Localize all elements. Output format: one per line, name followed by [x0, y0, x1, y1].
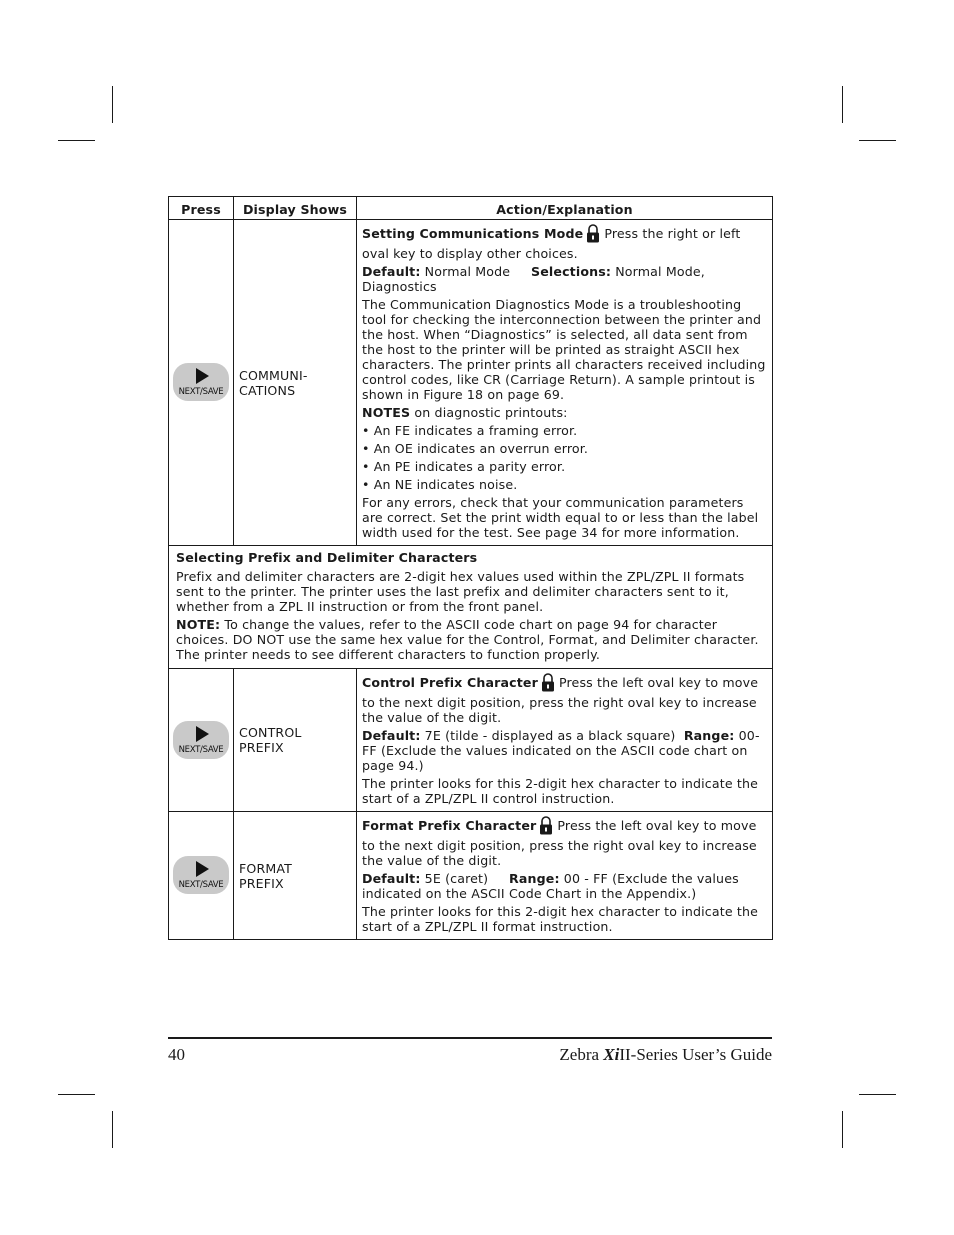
guide-title [559, 1045, 772, 1065]
crop-mark [842, 1111, 843, 1148]
closing-paragraph: The printer looks for this 2-digit hex character to indicate the start of a ZPL/ZPL II format instruction. [362, 904, 758, 934]
setting-title: Setting Communications Mode [362, 226, 584, 241]
guide-title-italic: Xi [603, 1045, 620, 1064]
default-label: Default: [362, 728, 421, 743]
closing-paragraph: The printer looks for this 2-digit hex character to indicate the start of a ZPL/ZPL II control instruction. [362, 776, 758, 806]
setting-intro: Press the left oval key to move to the next digit position, press the right oval key to increase the value of the digit. [362, 675, 759, 725]
crop-mark [859, 140, 896, 141]
table-row-section [169, 546, 773, 669]
guide-title-prefix: Zebra [559, 1045, 604, 1064]
setting-intro: Press the left oval key to move to the next digit position, press the right oval key to increase the value of the digit. [362, 818, 757, 868]
section-paragraph: Prefix and delimiter characters are 2-digit hex values used within the ZPL/ZPL II formats sent to the printer. The printer uses the last prefix and delimiter characters sent to it, whether from a ZPL II instruction or from the front panel. [176, 569, 745, 614]
header-press: Press [169, 197, 234, 220]
crop-mark [58, 140, 95, 141]
display-cell [234, 220, 357, 546]
padlock-icon [586, 224, 600, 246]
crop-mark [859, 1094, 896, 1095]
display-cell [234, 812, 357, 940]
selections-label: Selections: [531, 264, 612, 279]
action-cell [357, 220, 773, 546]
front-panel-table [168, 196, 773, 940]
next-save-key-icon [173, 363, 229, 401]
default-value: 7E (tilde - displayed as a black square) [424, 728, 676, 743]
crop-mark [112, 86, 113, 123]
key-label: NEXT/SAVE [178, 387, 224, 397]
next-save-key-icon [173, 856, 229, 894]
key-label: NEXT/SAVE [178, 744, 224, 755]
press-cell [169, 812, 234, 940]
closing-paragraph: For any errors, check that your communication parameters are correct. Set the print width equal to or less than the label width used for the test. See page 34 for more information. [362, 495, 759, 540]
default-value: Normal Mode [424, 264, 511, 279]
header-display-shows: Display Shows [234, 197, 357, 220]
section-title: Selecting Prefix and Delimiter Characters [176, 550, 478, 565]
bullet-item: • An OE indicates an overrun error. [362, 441, 589, 456]
table-row-communications [169, 220, 773, 546]
padlock-icon [539, 816, 553, 838]
default-label: Default: [362, 264, 421, 279]
bullet-item: • An PE indicates a parity error. [362, 459, 566, 474]
default-value: 5E (caret) [424, 871, 489, 886]
setting-title: Format Prefix Character [362, 818, 537, 833]
notes-text: on diagnostic printouts: [414, 405, 568, 420]
setting-intro: Press the right or left oval key to display other choices. [362, 226, 741, 261]
selections-value: Normal Mode, Diagnostics [362, 264, 705, 294]
table-row-control-prefix [169, 669, 773, 812]
padlock-icon [541, 673, 555, 695]
crop-mark [842, 86, 843, 123]
description-paragraph: The Communication Diagnostics Mode is a troubleshooting tool for checking the interconnection between the printer and the host. When “Diagnostics” is selected, all data sent from the host to the printer will be printed as straight ASCII hex characters. The printer prints all characters received including control codes, like CR (Carriage Return). A sample printout is shown in Figure 18 on page 69. [362, 297, 766, 402]
action-cell [357, 669, 773, 812]
setting-title: Control Prefix Character [362, 675, 538, 690]
note-label: NOTE: [176, 617, 221, 632]
table-row-format-prefix [169, 812, 773, 940]
display-text-line1: CONTROL [239, 725, 302, 740]
section-cell [169, 546, 773, 669]
next-save-key-icon [173, 721, 229, 759]
range-value: 00-FF (Exclude the values indicated on the ASCII code chart on page 94.) [362, 728, 760, 773]
key-label: NEXT/SAVE [178, 880, 224, 890]
display-text-line2: PREFIX [239, 740, 284, 755]
range-label: Range: [683, 728, 735, 743]
crop-mark [112, 1111, 113, 1148]
press-cell [169, 220, 234, 546]
guide-title-suffix: II-Series User’s Guide [619, 1045, 772, 1064]
display-cell [234, 669, 357, 812]
bullet-item: • An NE indicates noise. [362, 477, 518, 492]
range-label: Range: [508, 871, 560, 886]
press-cell [169, 669, 234, 812]
header-action-explanation: Action/Explanation [357, 197, 773, 220]
notes-label: NOTES [362, 405, 411, 420]
display-text-line1: COMMUNI- [239, 367, 308, 383]
range-value: 00 - FF (Exclude the values indicated on the ASCII Code Chart in the Appendix.) [362, 871, 739, 901]
display-text-line1: FORMAT [239, 860, 293, 876]
table-header-row [169, 197, 773, 220]
page-number: 40 [168, 1045, 185, 1064]
action-cell [357, 812, 773, 940]
display-text-line2: CATIONS [239, 382, 296, 398]
footer-rule [168, 1037, 772, 1039]
note-text: To change the values, refer to the ASCII code chart on page 94 for character choices. DO NOT use the same hex value for the Control, Format, and Delimiter character. The printer needs to see different characters to function properly. [176, 617, 759, 662]
crop-mark [58, 1094, 95, 1095]
bullet-item: • An FE indicates a framing error. [362, 423, 578, 438]
display-text-line2: PREFIX [239, 875, 284, 891]
default-label: Default: [362, 871, 421, 886]
